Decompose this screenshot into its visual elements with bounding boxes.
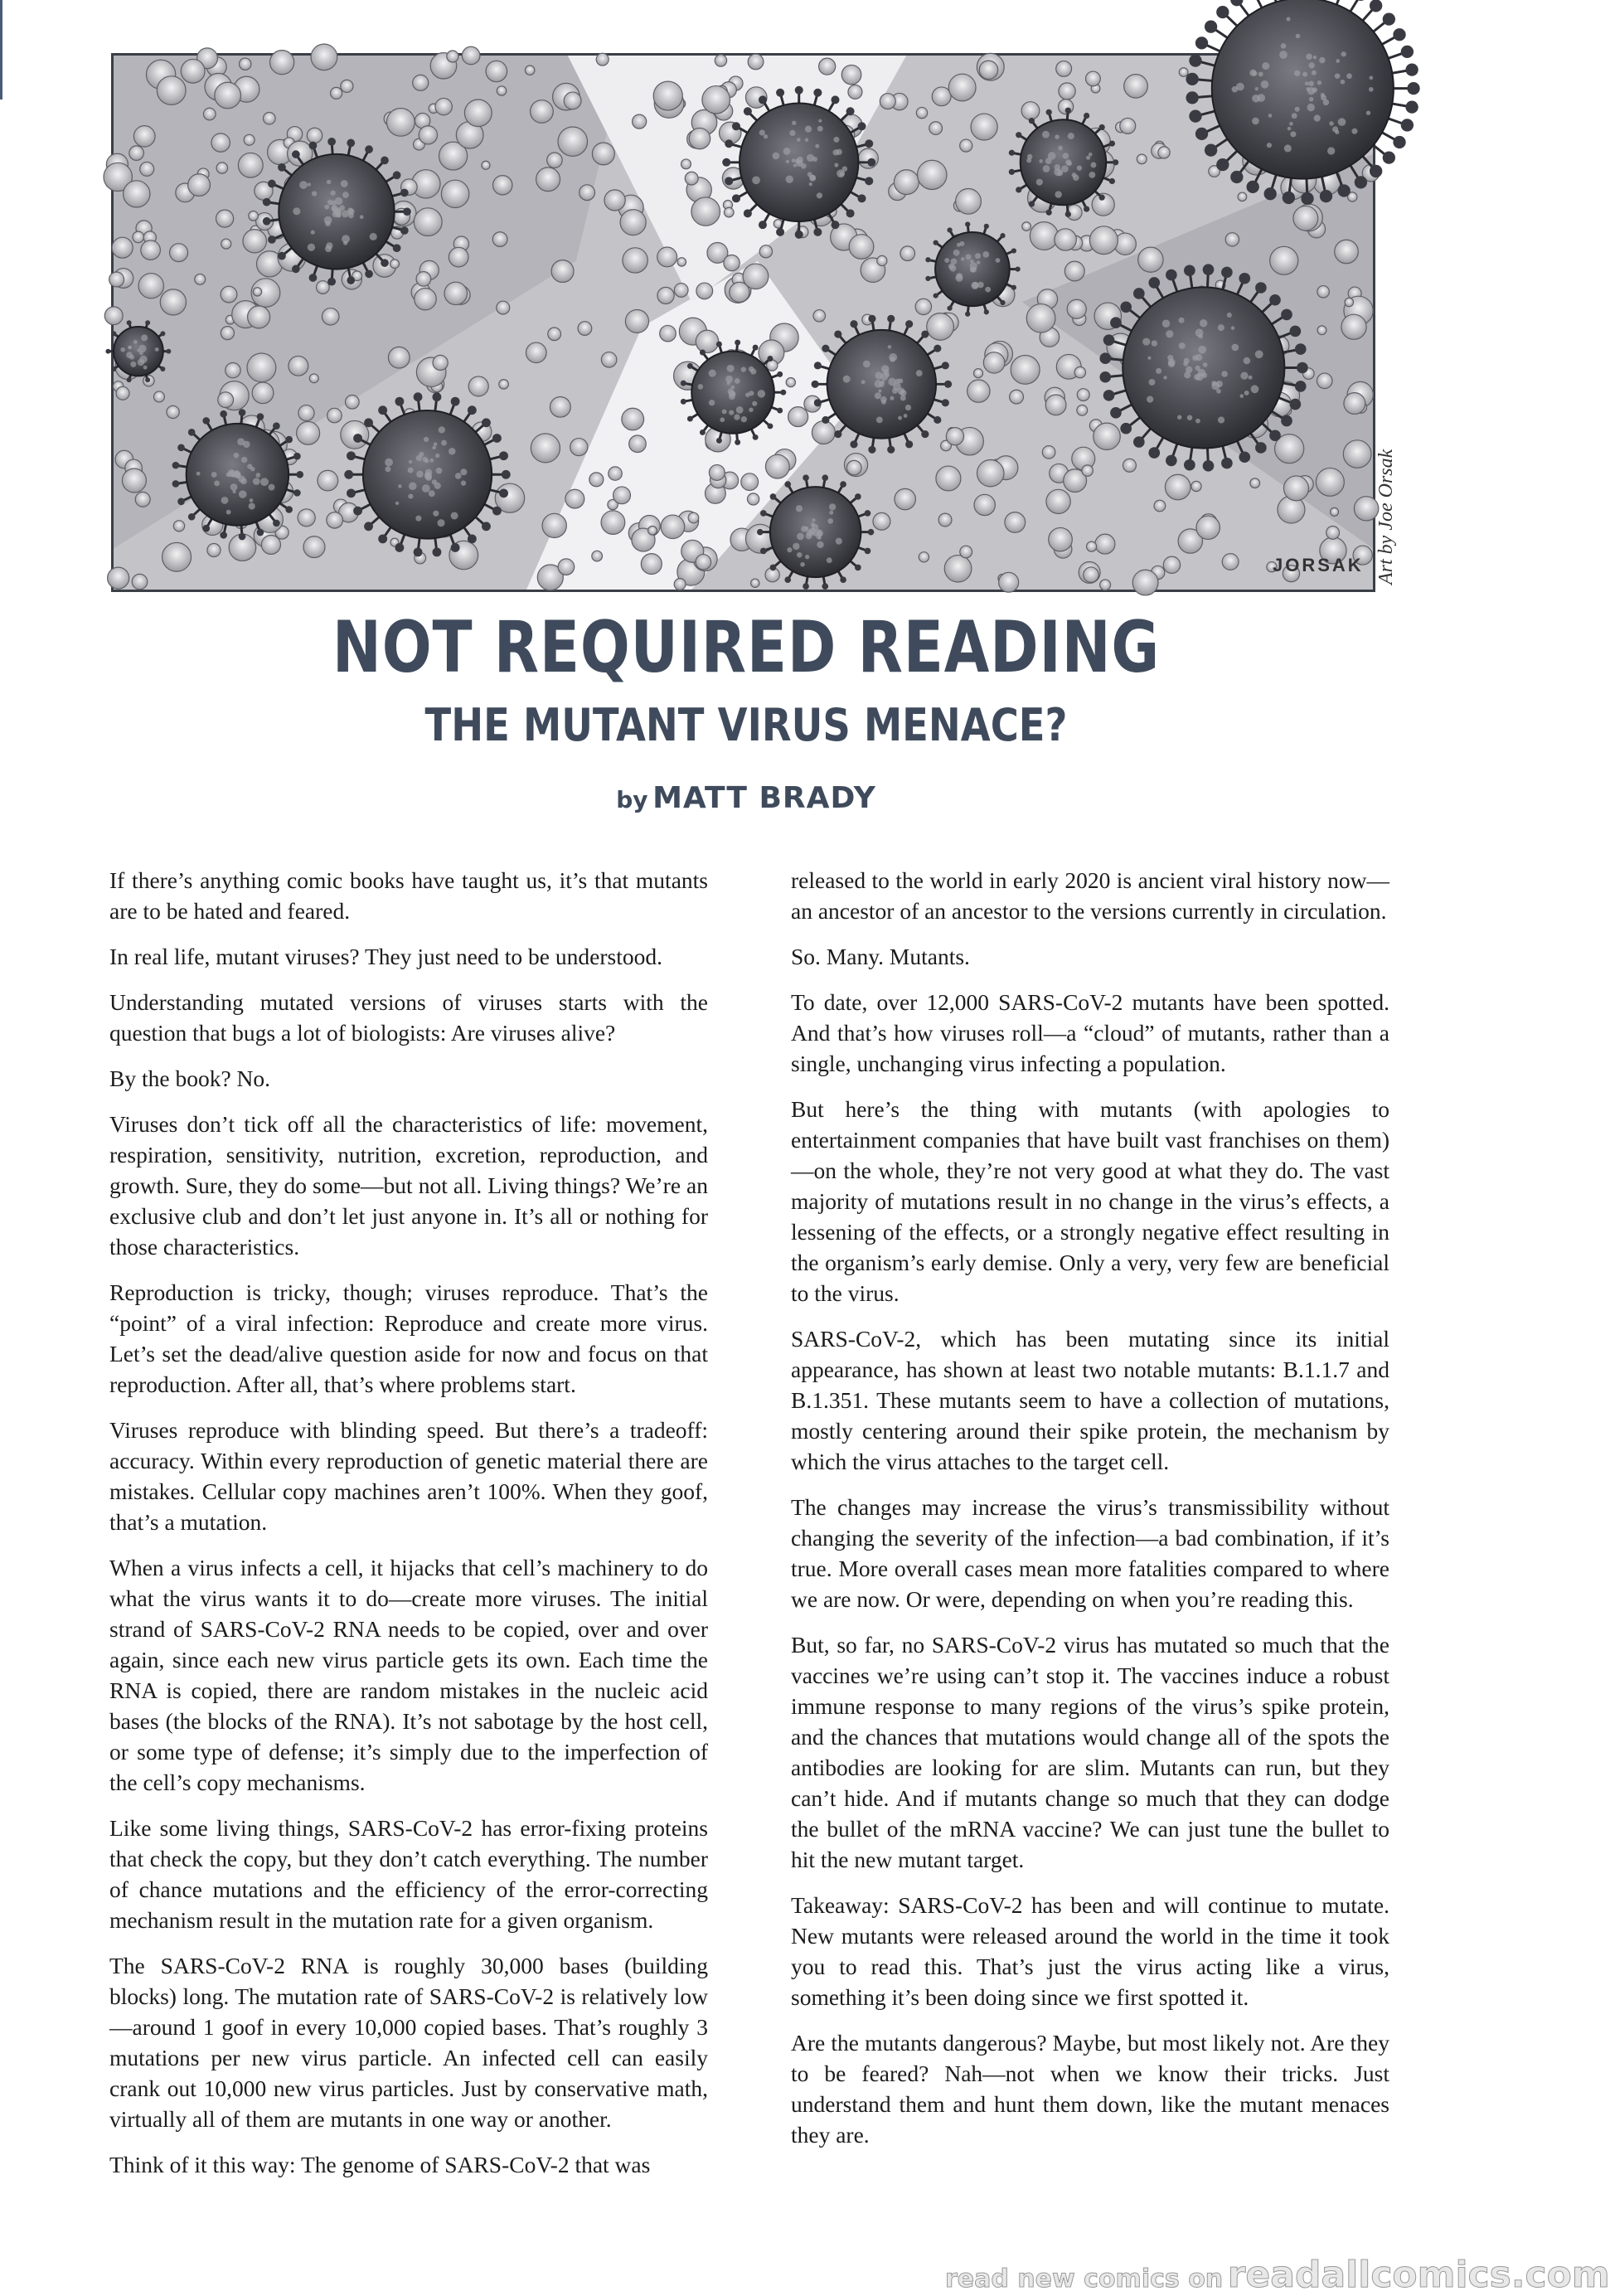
cell-blob (215, 82, 241, 109)
cell-blob (160, 289, 186, 315)
cell-blob (1335, 240, 1359, 263)
cell-blob (135, 492, 150, 507)
paragraph: Reproduction is tricky, though; viruses reproduce. That’s the “point” of a viral infection: Reproduce and create more virus. Let’s set the dead/alive question aside for now and focus on that reproduction. After all, that’s where problems start. (109, 1279, 708, 1397)
cell-blob (433, 355, 448, 370)
cell-blob (1124, 75, 1148, 99)
cell-blob (1165, 474, 1191, 500)
cell-blob (1086, 71, 1101, 86)
cell-blob (715, 55, 726, 66)
cell-blob (449, 247, 468, 267)
paragraph: By the book? No. (109, 1065, 271, 1091)
cell-blob (688, 512, 699, 523)
cell-blob (211, 133, 230, 152)
cell-blob (1049, 527, 1073, 551)
cell-blob (558, 559, 575, 575)
cell-blob (1123, 459, 1136, 472)
cell-blob (318, 470, 338, 491)
cell-blob (681, 159, 691, 169)
cell-blob (415, 288, 437, 309)
cell-blob (788, 407, 808, 427)
cell-blob (104, 307, 123, 325)
cell-blob (497, 86, 506, 95)
cell-blob (132, 574, 148, 589)
cell-blob (948, 74, 976, 101)
cell-blob (974, 494, 995, 515)
cell-blob (341, 80, 353, 92)
cell-blob (1326, 526, 1340, 539)
cell-blob (225, 362, 240, 377)
cell-blob (915, 299, 931, 314)
cell-blob (140, 162, 154, 176)
cell-blob (261, 535, 280, 554)
cell-blob (170, 244, 188, 262)
cell-blob (221, 239, 231, 249)
cell-blob (419, 126, 437, 144)
watermark-site: readallcomics.com (1227, 2254, 1610, 2296)
cell-blob (1045, 395, 1066, 415)
cell-blob (977, 460, 1004, 487)
cell-blob (108, 567, 129, 589)
cell-blob (633, 114, 647, 129)
cell-blob (413, 75, 429, 90)
art-credit: Art by Joe Orsak (1375, 449, 1397, 585)
cell-blob (221, 286, 237, 303)
cell-blob (661, 515, 685, 539)
virus-illustration (111, 53, 1375, 592)
cell-blob (918, 160, 947, 189)
paragraph: Think of it this way: The genome of SARS-CoV-2 that was (109, 2152, 651, 2177)
paragraph: Understanding mutated versions of viruses starts with the question that bugs a lot of biologists: Are viruses alive? (109, 989, 708, 1046)
cell-blob (946, 428, 963, 445)
cell-blob (592, 551, 603, 561)
cell-blob (623, 248, 647, 273)
cell-blob (482, 161, 490, 169)
cell-blob (674, 579, 686, 590)
cell-blob (1154, 500, 1166, 512)
cell-blob (1082, 465, 1093, 476)
cell-blob (1074, 366, 1085, 377)
cell-blob (929, 122, 943, 135)
cell-blob (894, 170, 919, 195)
cell-blob (216, 163, 227, 173)
cell-blob (674, 284, 688, 298)
cell-blob (983, 352, 1005, 373)
paragraph: So. Many. Mutants. (791, 944, 970, 969)
cell-blob (932, 87, 951, 106)
cell-blob (492, 176, 512, 195)
cell-blob (960, 546, 972, 558)
cell-blob (936, 466, 961, 491)
cell-blob (1250, 478, 1260, 488)
cell-blob (167, 405, 179, 418)
cell-blob (303, 536, 325, 558)
cell-blob (1084, 567, 1098, 582)
cell-blob (1030, 222, 1058, 250)
paragraph: SARS-CoV-2, which has been mutating since its initial appearance, has shown at least two notable mutants: B.1.1.7 and B.1.351. These mutants seem to have a collection of mutations, mostly centering around their spike protein, the mechanism by which the virus attaches to the target cell. (791, 1326, 1389, 1474)
cell-blob (216, 210, 234, 227)
cell-blob (497, 301, 510, 314)
cell-blob (629, 435, 647, 453)
cell-blob (565, 489, 584, 508)
cell-blob (307, 128, 322, 143)
cell-blob (1022, 222, 1031, 231)
cell-blob (499, 380, 509, 390)
cell-blob (243, 230, 266, 253)
cell-blob (660, 325, 676, 341)
cell-blob (112, 237, 133, 258)
cell-blob (596, 53, 609, 66)
cell-blob (1138, 247, 1163, 272)
cell-blob (1011, 355, 1040, 384)
cell-blob (1293, 206, 1318, 231)
cell-blob (1225, 233, 1239, 246)
cell-blob (689, 128, 710, 148)
cell-blob (919, 552, 929, 562)
cell-blob (846, 460, 861, 475)
cell-blob (622, 408, 644, 430)
cell-blob (322, 308, 339, 325)
virus-drawing (114, 56, 1373, 590)
cell-blob (133, 126, 155, 147)
cell-blob (116, 386, 129, 400)
cell-blob (486, 61, 507, 81)
cell-blob (848, 85, 862, 99)
cell-blob (1005, 512, 1026, 533)
cell-blob (249, 211, 259, 221)
cell-blob (550, 396, 570, 417)
cell-blob (841, 65, 861, 84)
cell-blob (580, 185, 595, 201)
cell-blob (748, 54, 764, 70)
cell-blob (240, 58, 251, 70)
cell-blob (1010, 390, 1024, 404)
cell-blob (447, 51, 458, 62)
cell-blob (162, 542, 192, 571)
cell-blob (441, 180, 468, 207)
cell-blob (122, 468, 146, 493)
cell-blob (1021, 102, 1040, 120)
page-edge-strip (0, 0, 2, 100)
cell-blob (873, 512, 890, 530)
cell-blob (1056, 61, 1072, 77)
paragraph: Takeaway: SARS-CoV-2 has been and will continue to mutate. New mutants were released around the world in the time it took you to read this. That’s just the virus acting like a virus, something it’s been doing since we first spotted it. (791, 1892, 1389, 2010)
cell-blob (1341, 314, 1366, 339)
paragraph: The changes may increase the virus’s transmissibility without changing the severity of the infection—a bad combination, if it’s true. More overall cases mean more fatalities compared to where we are now. Or were, depending on when you’re reading this. (791, 1494, 1389, 1612)
cell-blob (531, 100, 554, 124)
cell-blob (221, 327, 234, 340)
cell-blob (525, 66, 535, 75)
cell-blob (141, 240, 161, 260)
paragraph: In real life, mutant viruses? They just need to be understood. (109, 944, 662, 969)
site-watermark[interactable] (945, 2254, 1610, 2296)
cell-blob (570, 439, 588, 456)
cell-blob (609, 467, 623, 480)
article-column-right (791, 865, 1389, 2165)
cell-blob (1238, 192, 1247, 201)
cell-blob (129, 146, 144, 160)
cell-blob (956, 189, 982, 215)
cell-blob (1094, 423, 1121, 449)
virus-particle (722, 86, 875, 239)
cell-blob (548, 328, 561, 341)
cell-blob (696, 330, 718, 352)
paragraph: Viruses don’t tick off all the characteristics of life: movement, respiration, sensitivity, nutrition, excretion, reproduction, and growth. Sure, they do some—but not all. Living things? We’re an exclusive club and don’t let just anyone in. It’s all or nothing for those characteristics. (109, 1111, 708, 1260)
cell-blob (464, 100, 492, 127)
cell-blob (468, 376, 488, 396)
cell-blob (298, 405, 314, 421)
cell-blob (547, 153, 563, 167)
paragraph: To date, over 12,000 SARS-CoV-2 mutants have been spotted. And that’s how viruses roll—a “cloud” of mutants, rather than a single, unchanging virus infecting a population. (791, 989, 1389, 1076)
cell-blob (133, 231, 144, 243)
cell-blob (298, 509, 315, 527)
cell-blob (386, 109, 415, 137)
cell-blob (578, 322, 592, 336)
article-column-left (109, 865, 708, 2195)
cell-blob (819, 58, 836, 75)
cell-blob (765, 454, 789, 478)
author-name: MATT BRADY (652, 781, 876, 815)
cell-blob (492, 232, 507, 247)
cell-blob (252, 382, 274, 404)
cell-blob (1179, 68, 1188, 77)
cell-blob (724, 255, 740, 270)
cell-blob (1059, 83, 1075, 100)
cell-blob (938, 513, 952, 527)
byline (0, 781, 1492, 815)
cell-blob (416, 272, 431, 287)
cell-blob (979, 61, 997, 79)
cell-blob (702, 86, 730, 114)
cell-blob (551, 260, 574, 283)
cell-blob (1317, 286, 1330, 298)
cell-blob (1283, 476, 1308, 501)
cell-blob (691, 197, 720, 226)
cell-blob (724, 207, 734, 217)
cell-blob (1137, 154, 1147, 164)
cell-blob (1077, 389, 1089, 401)
cell-blob (124, 181, 150, 207)
cell-blob (813, 310, 826, 322)
paragraph: The SARS-CoV-2 RNA is roughly 30,000 bases (building blocks) long. The mutation rate of SARS-CoV-2 is relatively low—around 1 goof in every 10,000 copied bases. That’s roughly 3 mutations per new virus particle. An infected cell can easily crank out 10,000 new virus particles. Just by conservative math, virtually all of them are mutants in one way or another. (109, 1953, 708, 2132)
cell-blob (203, 108, 216, 120)
cell-blob (309, 374, 318, 383)
paragraph: If there’s anything comic books have taught us, it’s that mutants are to be hated and feared. (109, 867, 708, 924)
cell-blob (1270, 246, 1298, 274)
cell-blob (414, 208, 442, 236)
cell-blob (900, 246, 915, 261)
cell-blob (536, 167, 560, 192)
cell-blob (390, 260, 400, 269)
cell-blob (601, 352, 617, 367)
page-title: NOT REQUIRED READING (332, 606, 1161, 689)
cell-blob (1132, 570, 1158, 595)
cell-blob (1317, 326, 1326, 335)
cell-blob (542, 513, 566, 537)
cell-blob (188, 174, 211, 197)
cell-blob (247, 353, 276, 382)
cell-blob (558, 127, 588, 156)
cell-blob (967, 380, 990, 402)
cell-blob (1343, 440, 1371, 468)
paragraph: Like some living things, SARS-CoV-2 has error-fixing proteins that check the copy, but they don’t catch everything. The number of chance mutations and the efficiency of the error-correcting mechanism result in the mutation rate for a given organism. (109, 1815, 708, 1933)
cell-blob (218, 392, 234, 408)
cell-blob (269, 51, 293, 75)
cell-blob (153, 391, 164, 402)
cell-blob (1087, 541, 1097, 551)
cell-blob (195, 274, 206, 284)
cell-blob (895, 488, 916, 509)
cell-blob (1089, 226, 1118, 255)
cell-blob (238, 153, 263, 177)
cell-blob (1163, 556, 1180, 573)
cell-blob (1026, 304, 1055, 333)
cell-blob (751, 579, 759, 587)
cell-blob (564, 92, 581, 109)
cell-blob (297, 421, 320, 444)
cell-blob (263, 112, 275, 124)
paragraph: Are the mutants dangerous? Maybe, but most likely not. Are they to be feared? Nah—not when we know their tricks. Just understand them and hunt them down, like the mutant menaces they are. (791, 2030, 1389, 2148)
cell-blob (253, 288, 261, 296)
cell-blob (999, 572, 1019, 592)
cell-blob (648, 526, 657, 535)
cell-blob (181, 59, 205, 83)
cell-blob (604, 190, 625, 211)
cell-blob (812, 421, 835, 444)
cell-blob (685, 172, 698, 185)
cell-blob (620, 210, 646, 235)
cell-blob (653, 81, 682, 110)
cell-blob (331, 87, 342, 99)
cell-blob (743, 264, 769, 289)
page-subtitle: THE MUTANT VIRUS MENACE? (424, 699, 1068, 751)
cell-blob (696, 555, 710, 570)
cell-blob (1158, 147, 1170, 158)
cell-blob (696, 283, 713, 299)
cell-blob (1222, 554, 1239, 570)
cell-blob (1120, 118, 1136, 133)
cell-blob (1344, 393, 1365, 415)
cell-blob (677, 258, 686, 266)
cell-blob (971, 114, 997, 140)
cell-blob (641, 554, 662, 575)
cell-blob (880, 94, 895, 109)
cell-blob (625, 309, 648, 333)
paragraph: When a virus infects a cell, it hijacks that cell’s machinery to do what the virus wants it to do—create more viruses. The initial strand of SARS-CoV-2 RNA needs to be copied, over and over again, since each new virus particle gets its own. Each time the RNA is copied, there are random mistakes in the nucleic acid bases (the blocks of the RNA). It’s not sabotage by the host cell, or some type of defense; it’s simply due to the imperfection of the cell’s copy mechanisms. (109, 1555, 708, 1795)
cell-blob (1055, 229, 1077, 250)
cell-blob (1100, 580, 1111, 590)
cell-blob (157, 76, 186, 105)
cell-blob (601, 511, 625, 535)
paragraph: But here’s the thing with mutants (with apologies to entertainment companies that have built vast franchises on them)—on the whole, they’re not very good at what they do. The vast majority of mutations result in no change in the virus’s effects, a lessening of the effects, or a strongly negative effect resulting in the organism’s early demise. Only a very, very few are beneficial to the virus. (791, 1096, 1389, 1306)
cell-blob (1196, 516, 1220, 539)
cell-blob (1067, 299, 1086, 318)
cell-blob (747, 493, 759, 505)
cell-blob (1331, 507, 1339, 516)
cell-blob (960, 139, 972, 152)
cell-blob (1077, 405, 1088, 415)
cell-blob (592, 143, 614, 165)
cell-blob (877, 255, 887, 265)
cell-blob (345, 396, 359, 410)
cell-blob (207, 543, 221, 556)
cell-blob (1095, 534, 1115, 554)
cell-blob (786, 378, 795, 387)
cell-blob (316, 281, 329, 294)
cell-blob (1345, 298, 1353, 306)
paragraph: But, so far, no SARS-CoV-2 virus has mutated so much that the vaccines we’re using can’t stop it. The vaccines induce a robust immune response to many regions of the virus’s spike protein, and the chances that mutations would change all of the spots the antibodies are looking for are slim. Mutants can run, but they can’t hide. And if mutants change so much that they can dodge the bullet of the mRNA vaccine? We can just tune the bullet to hit the new mutant target. (791, 1632, 1389, 1872)
cell-blob (973, 369, 982, 378)
cell-blob (589, 473, 604, 487)
cell-blob (311, 44, 337, 70)
cell-blob (657, 247, 677, 267)
cell-blob (849, 235, 874, 260)
cell-blob (341, 420, 369, 449)
cell-blob (1191, 481, 1201, 491)
cell-blob (709, 465, 725, 481)
cell-blob (657, 287, 674, 303)
cell-blob (435, 98, 452, 114)
cell-blob (1042, 446, 1055, 459)
cell-blob (1046, 489, 1070, 513)
cell-blob (927, 313, 954, 341)
cell-blob (531, 434, 560, 463)
cell-blob (327, 408, 342, 423)
paragraph: released to the world in early 2020 is ancient viral history now—an ancestor of an ancestor to the versions currently in circulation. (791, 867, 1389, 924)
cell-blob (109, 272, 124, 287)
cell-blob (248, 306, 270, 328)
cell-blob (916, 107, 927, 118)
cell-blob (1317, 373, 1332, 389)
cell-blob (858, 148, 878, 168)
cell-blob (173, 521, 184, 532)
artist-signature: JORSAK (1273, 555, 1364, 575)
cell-blob (444, 282, 468, 304)
cell-blob (613, 487, 631, 504)
cell-blob (759, 245, 772, 258)
paragraph: Viruses reproduce with blinding speed. But there’s a tradeoff: accuracy. Within every reproduction of genetic material there are mistakes. Cellular copy machines aren’t 100%. When they goof, that’s a mutation. (109, 1417, 708, 1535)
watermark-prefix: read new comics on (945, 2264, 1224, 2294)
cell-blob (388, 347, 410, 368)
byline-prefix: by (616, 786, 648, 813)
cell-blob (289, 356, 308, 376)
cell-blob (526, 342, 546, 363)
cell-blob (1316, 468, 1344, 496)
cell-blob (1064, 261, 1084, 281)
cell-blob (244, 134, 255, 145)
cell-blob (944, 556, 972, 582)
cell-blob (462, 46, 480, 65)
cell-blob (138, 274, 163, 299)
cell-blob (741, 473, 759, 491)
cell-blob (327, 512, 343, 529)
